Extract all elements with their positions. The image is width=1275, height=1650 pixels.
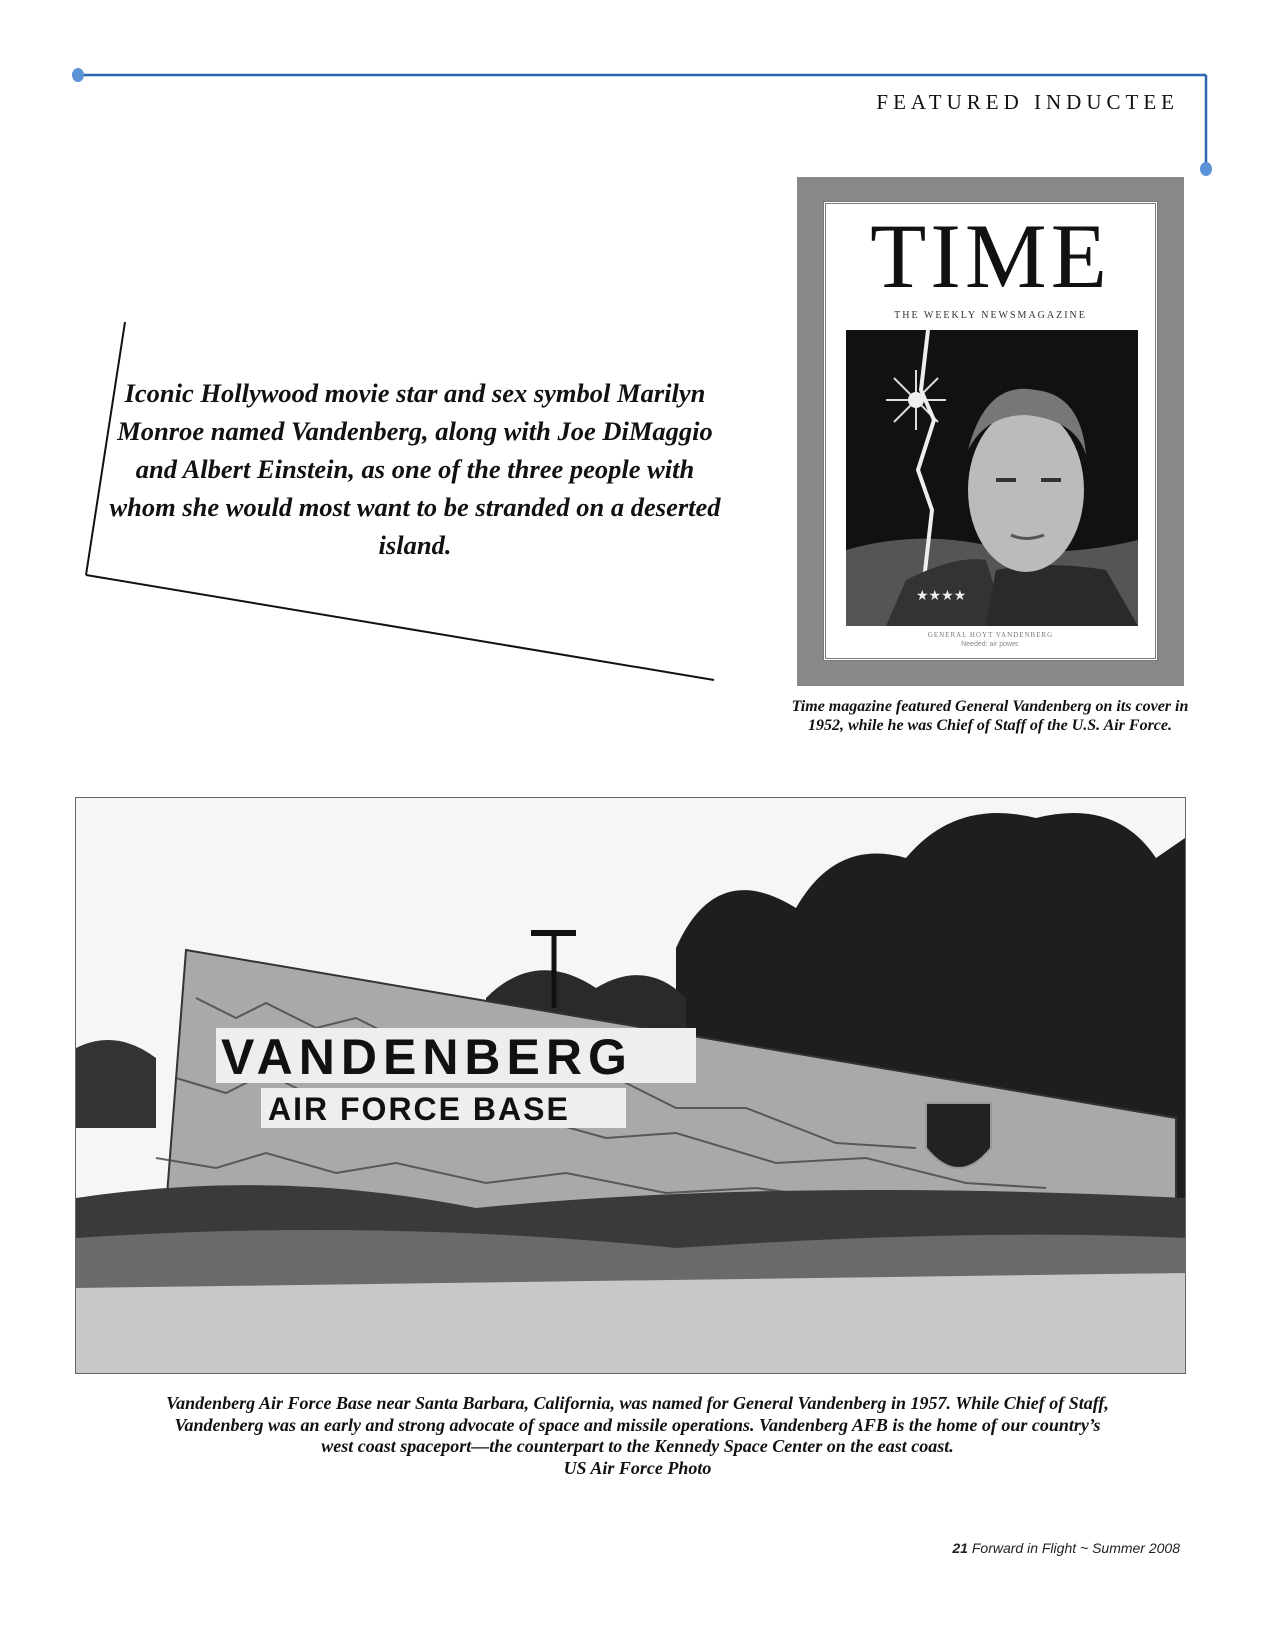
section-title: FEATURED INDUCTEE: [876, 90, 1179, 114]
vandenberg-sign-photo: [75, 797, 1186, 1374]
quote-line-bottom: [86, 575, 714, 680]
sign-line-1: VANDENBERG: [221, 1029, 633, 1085]
photo-credit: US Air Force Photo: [563, 1457, 712, 1478]
caption-line: Vandenberg Air Force Base near Santa Barbara, California, was named for General Vandenberg in 1957. While Chief of Staff,: [166, 1393, 1109, 1413]
pull-quote: Iconic Hollywood movie star and sex symbol Marilyn Monroe named Vandenberg, along with Joe DiMaggio and Albert Einstein, as one of the three people with whom she would most want to be stranded on a deserted island.: [109, 378, 721, 560]
time-cover-caption: Time magazine featured General Vandenberg on its cover in 1952, while he was Chief of Staff of the U.S. Air Force.: [791, 698, 1189, 734]
cover-tagline: Needed: air power.: [961, 641, 1020, 648]
page-footer: [952, 1540, 1180, 1556]
page-number: 21: [952, 1540, 968, 1556]
caption-line: Vandenberg was an early and strong advocate of space and missile operations. Vandenberg AFB is the home of our country’s: [174, 1414, 1101, 1435]
afspc-shield-emblem: [926, 1103, 991, 1168]
caption-line: west coast spaceport—the counterpart to the Kennedy Space Center on the east coast.: [321, 1436, 954, 1456]
portrait-illustration: [846, 330, 1138, 626]
publication-name: Forward in Flight ~ Summer 2008: [971, 1540, 1180, 1556]
photo-caption: [60, 1393, 1215, 1479]
time-logo: TIME: [870, 205, 1111, 307]
rule-dot-left: [72, 68, 84, 82]
time-subtitle: THE WEEKLY NEWSMAGAZINE: [894, 310, 1087, 321]
svg-text:★★★★: ★★★★: [916, 589, 967, 604]
time-cover-image: [797, 177, 1184, 686]
cover-name: GENERAL HOYT VANDENBERG: [927, 631, 1054, 639]
sign-line-2: AIR FORCE BASE: [268, 1091, 570, 1127]
rule-dot-right: [1200, 162, 1212, 176]
